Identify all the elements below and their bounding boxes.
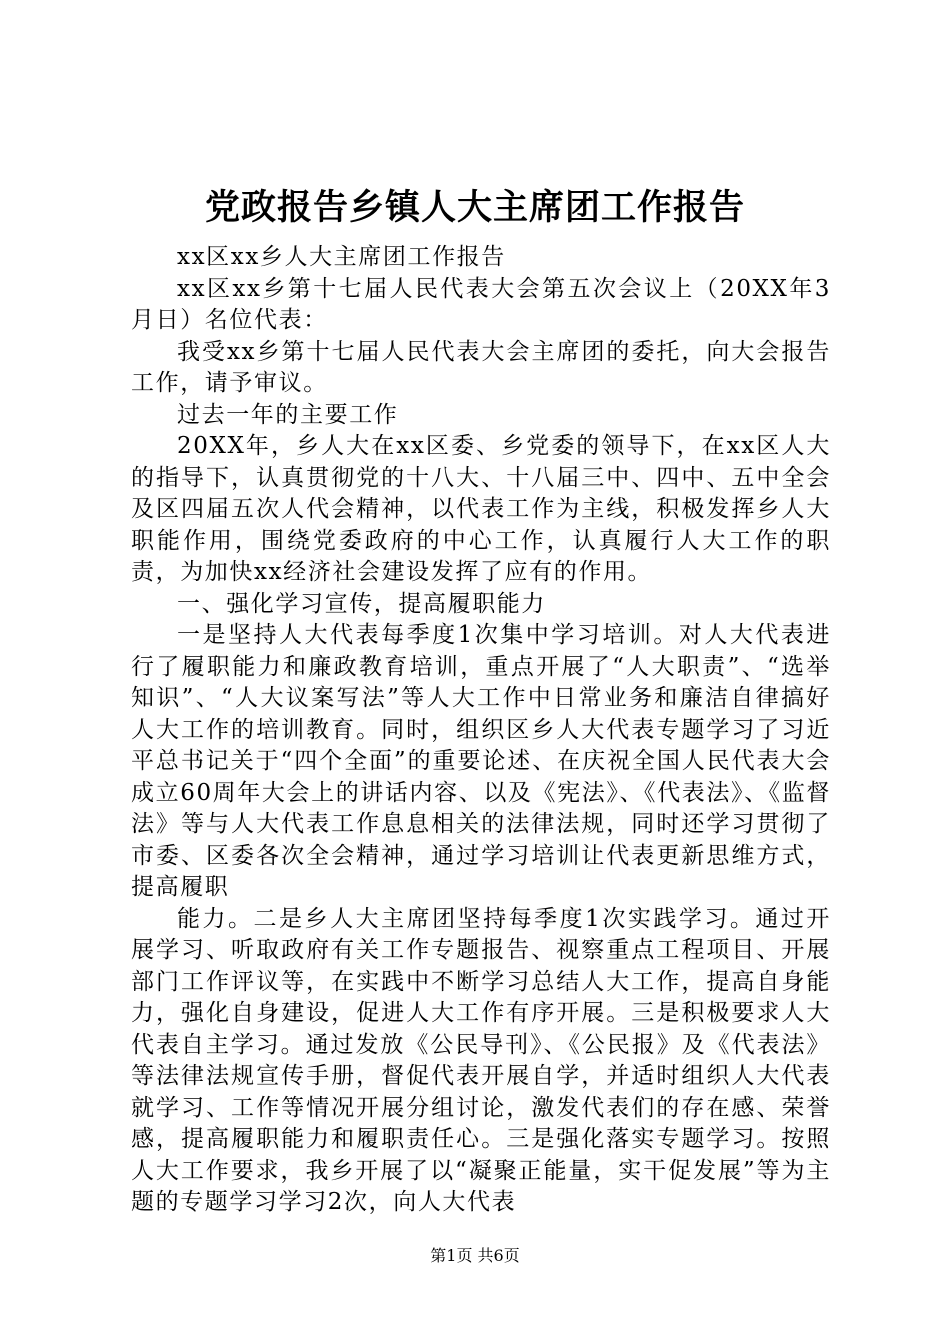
paragraph-study-training: 一是坚持人大代表每季度1次集中学习培训。对人大代表进行了履职能力和廉政教育培训，重点开展了“人大职责”、“选举知识”、“人大议案写法”等人大工作中日常业务和廉洁自律搞好人大工作的培训教育。同时，组织区乡人大代表专题学习了习近平总书记关于“四个全面”的重要论述、在庆祝全国人民代表大会成立60周年大会上的讲话内容、以及《宪法》、《代表法》、《监督法》等与人大代表工作息息相关的法律法规，同时还学习贯彻了市委、区委各次全会精神，通过学习培训让代表更新思维方式，提高履职 xyxy=(131,622,831,900)
page-footer: 第1页 共6页 xyxy=(430,1246,520,1265)
section-heading-study: 一、强化学习宣传，提高履职能力 xyxy=(177,590,546,617)
paragraph-meeting-info: xx区xx乡第十七届人民代表大会第五次会议上（20XX年3月日）名位代表： xyxy=(131,275,831,333)
paragraph-overview: 20XX年，乡人大在xx区委、乡党委的领导下，在xx区人大的指导下，认真贯彻党的十八大、十八届三中、四中、五中全会及区四届五次人代会精神，以代表工作为主线，积极发挥乡人大职能作用，围绕党委政府的中心工作，认真履行人大工作的职责，为加快xx经济社会建设发挥了应有的作用。 xyxy=(131,433,831,585)
paragraph-entrusted: 我受xx乡第十七届人民代表大会主席团的委托，向大会报告工作，请予审议。 xyxy=(131,338,831,396)
paragraph-practice-study: 能力。二是乡人大主席团坚持每季度1次实践学习。通过开展学习、听取政府有关工作专题报告、视察重点工程项目、开展部门工作评议等，在实践中不断学习总结人大工作，提高自身能力，强化自身建设，促进人大工作有序开展。三是积极要求人大代表自主学习。通过发放《公民导刊》、《公民报》及《代表法》等法律法规宣传手册，督促代表开展自学，并适时组织人大代表就学习、工作等情况开展分组讨论，激发代表们的存在感、荣誉感，提高履职能力和履职责任心。三是强化落实专题学习。按照人大工作要求，我乡开展了以“凝聚正能量，实干促发展”等为主题的专题学习学习2次，向人大代表 xyxy=(131,905,831,1215)
section-heading-past-year: 过去一年的主要工作 xyxy=(177,401,399,428)
document-body xyxy=(131,242,831,1219)
document-title: 党政报告乡镇人大主席团工作报告 xyxy=(204,187,745,228)
paragraph-subtitle: xx区xx乡人大主席团工作报告 xyxy=(177,244,506,270)
